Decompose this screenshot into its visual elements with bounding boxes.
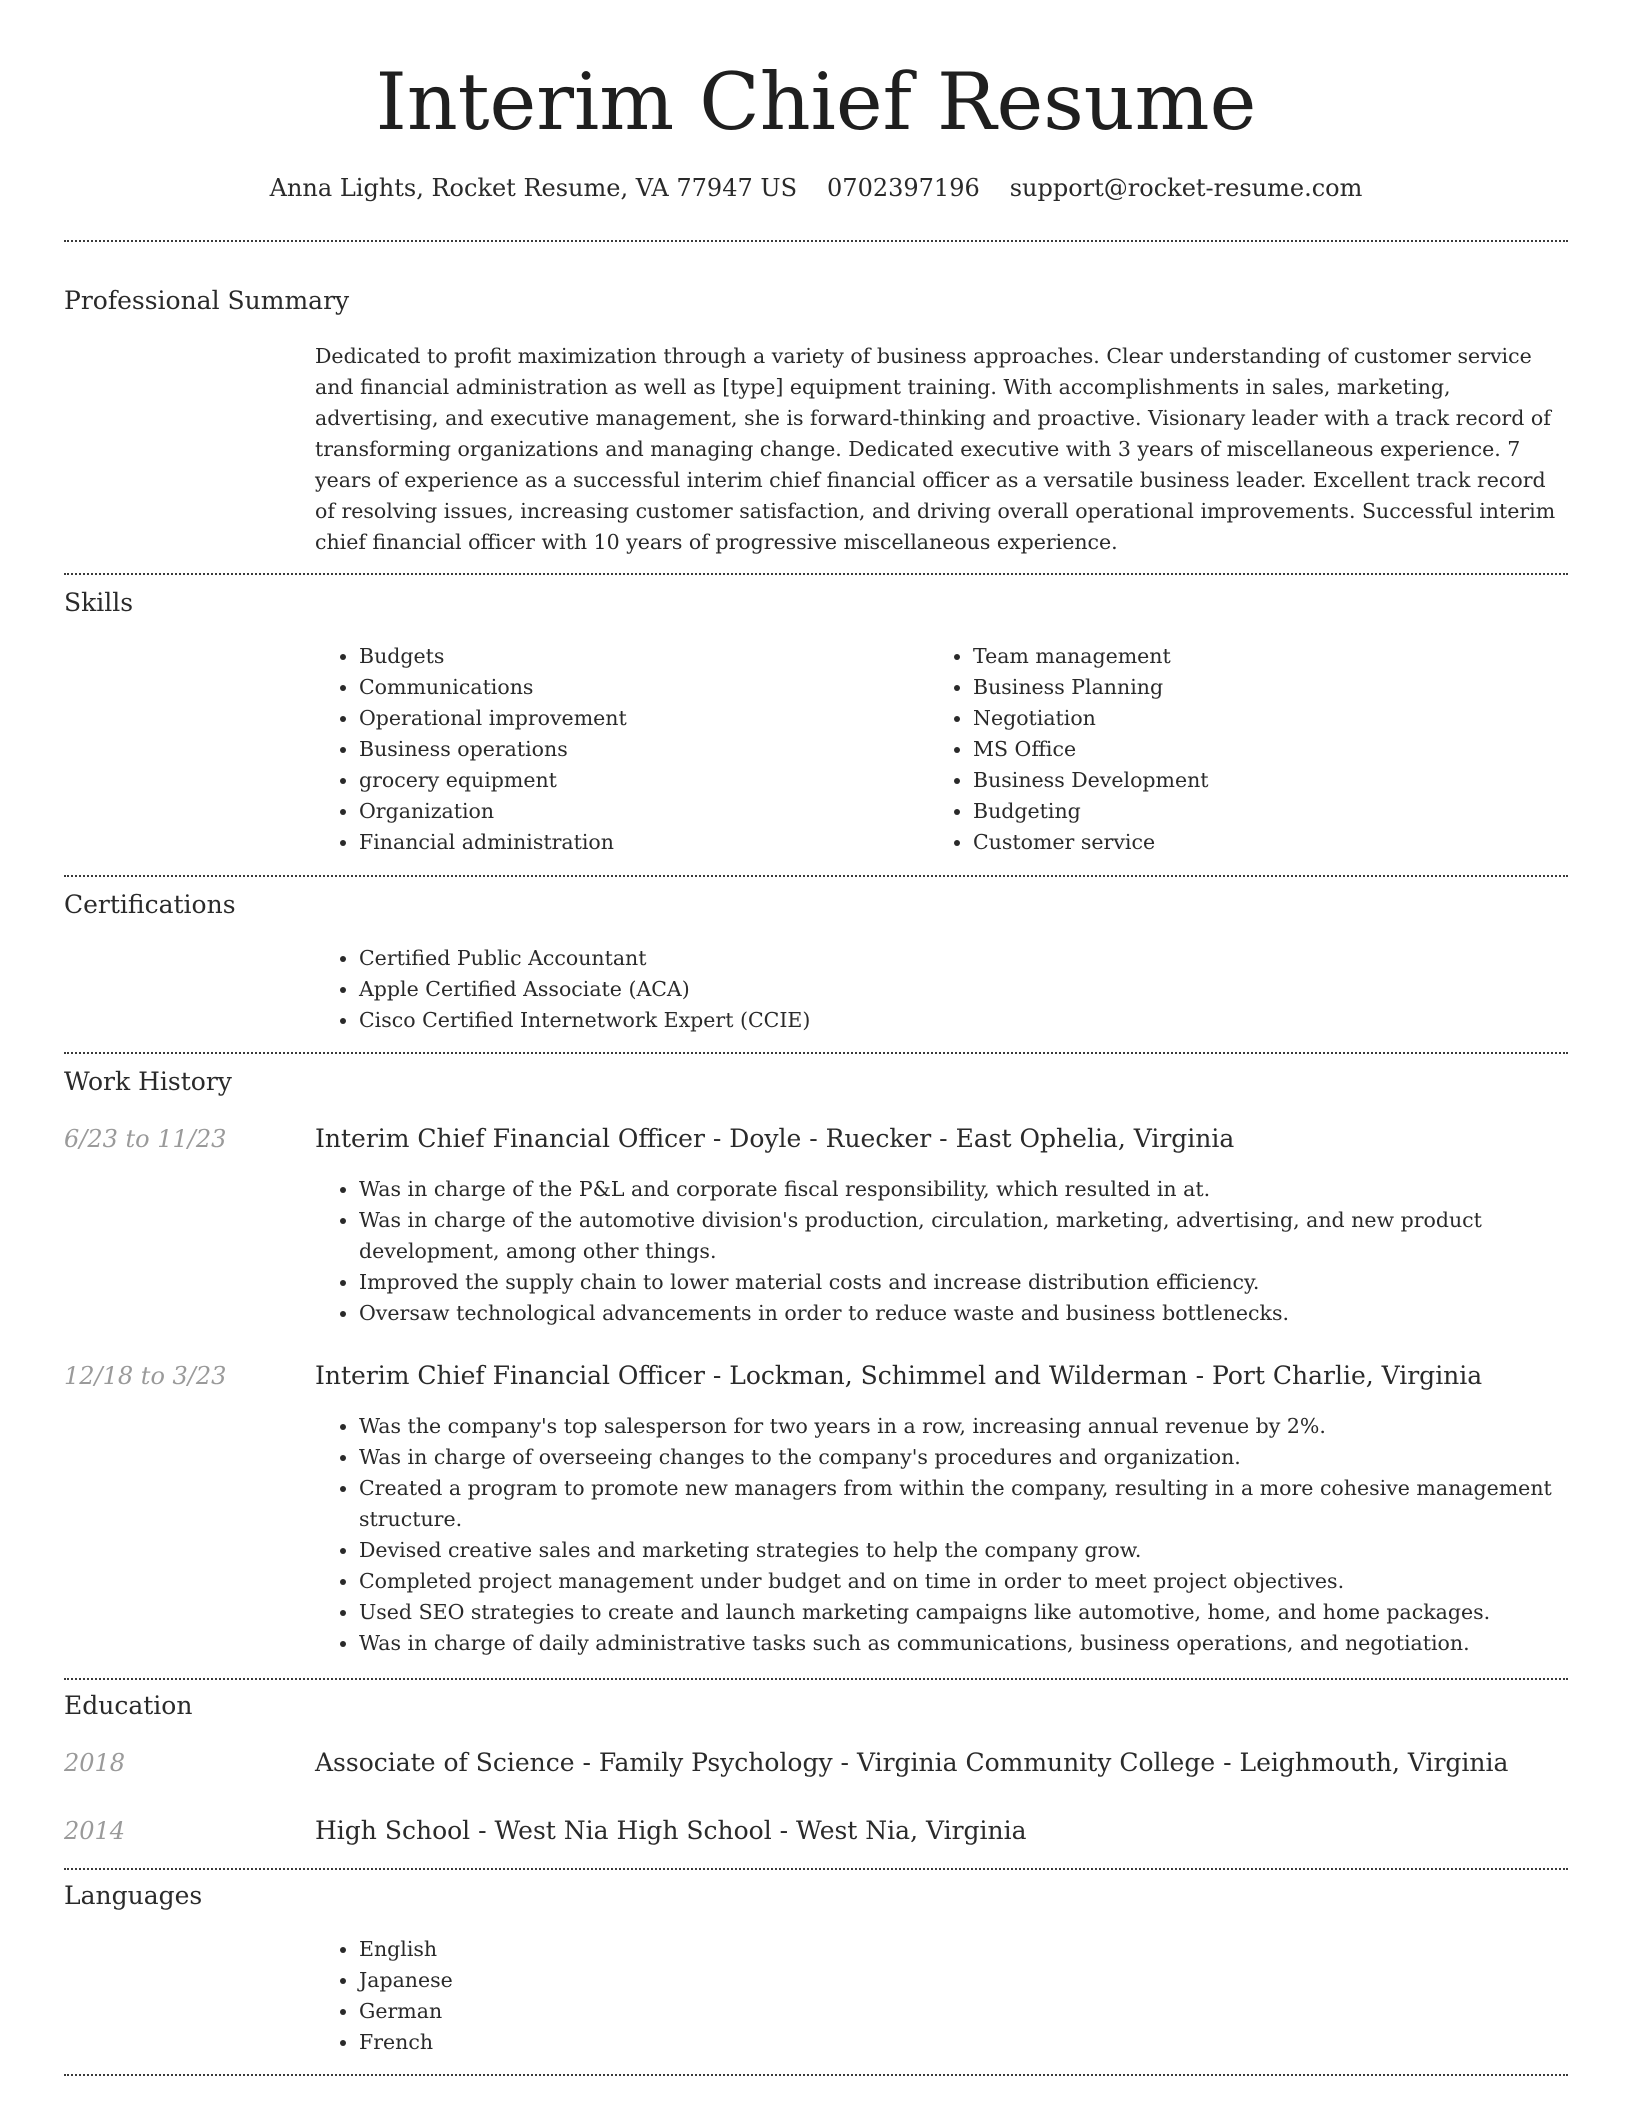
education-entry [315, 1813, 1565, 1849]
contact-phone: 0702397196 [827, 174, 980, 202]
skill-item: • MS Office [973, 734, 1529, 765]
language-item: • Japanese [359, 1965, 1565, 1996]
skill-item: • Customer service [973, 827, 1529, 858]
job-entry [315, 1121, 1565, 1157]
language-item: • German [359, 1996, 1565, 2027]
job-heading: Interim Chief Financial Officer - Lockman, Schimmel and Wilderman - Port Charlie, Virginia [315, 1361, 1483, 1390]
skill-item: • Budgets [359, 641, 915, 672]
skill-item: • Business operations [359, 734, 915, 765]
section-divider [64, 573, 1568, 575]
section-divider [64, 1678, 1568, 1680]
job-bullet: • Was in charge of the automotive division's production, circulation, marketing, advertising, and new product development, among other things. [359, 1205, 1565, 1267]
work-history-section-title: Work History [64, 1067, 232, 1096]
skill-item: • Operational improvement [359, 703, 915, 734]
skill-item: • Communications [359, 672, 915, 703]
section-divider [64, 2074, 1568, 2076]
skills-section-title: Skills [64, 588, 134, 617]
certification-item: • Certified Public Accountant [359, 943, 1565, 974]
skill-item: • Negotiation [973, 703, 1529, 734]
skill-item: • Business Planning [973, 672, 1529, 703]
certifications-list [315, 943, 1565, 1036]
summary-text: Dedicated to profit maximization through a variety of business approaches. Clear understanding of customer service and financial administration as well as [type] equipment training. With accomplishments in sales, marketing, advertising, and executive management, she is forward-thinking and proactive. Visionary leader with a track record of transforming organizations and managing change. Dedicated executive with 3 years of miscellaneous experience. 7 years of experience as a successful interim chief financial officer as a versatile business leader. Excellent track record of resolving issues, increasing customer satisfaction, and driving overall operational improvements. Successful interim chief financial officer with 10 years of progressive miscellaneous experience. [315, 344, 1556, 554]
section-divider [64, 240, 1568, 242]
contact-email[interactable]: support@rocket-resume.com [1009, 174, 1363, 202]
job-bullet: • Used SEO strategies to create and launch marketing campaigns like automotive, home, and home packages. [359, 1597, 1565, 1628]
job-bullet: • Devised creative sales and marketing strategies to help the company grow. [359, 1535, 1565, 1566]
skill-item: • grocery equipment [359, 765, 915, 796]
job-bullet: • Completed project management under budget and on time in order to meet project objectives. [359, 1566, 1565, 1597]
certification-item: • Cisco Certified Internetwork Expert (CCIE) [359, 1005, 1565, 1036]
summary-body [315, 341, 1565, 558]
education-entry [315, 1745, 1565, 1781]
languages-section-title: Languages [64, 1881, 203, 1910]
skill-item: • Team management [973, 641, 1529, 672]
education-heading: Associate of Science - Family Psychology - Virginia Community College - Leighmouth, Virginia [315, 1748, 1509, 1777]
certifications-section-title: Certifications [64, 890, 236, 919]
skill-item: • Budgeting [973, 796, 1529, 827]
certification-item: • Apple Certified Associate (ACA) [359, 974, 1565, 1005]
summary-section-title: Professional Summary [64, 286, 350, 315]
skill-item: • Financial administration [359, 827, 915, 858]
job-bullet: • Improved the supply chain to lower material costs and increase distribution efficiency. [359, 1267, 1565, 1298]
contact-address: Anna Lights, Rocket Resume, VA 77947 US [269, 174, 798, 202]
contact-line [64, 170, 1568, 206]
languages-list [315, 1934, 1565, 2058]
job-dates: 12/18 to 3/23 [64, 1362, 227, 1390]
education-section-title: Education [64, 1691, 193, 1720]
job-bullet: • Was in charge of the P&L and corporate fiscal responsibility, which resulted in at. [359, 1174, 1565, 1205]
job-entry [315, 1358, 1565, 1394]
skill-item: • Organization [359, 796, 915, 827]
job-bullets [315, 1411, 1565, 1659]
section-divider [64, 875, 1568, 877]
job-bullet: • Oversaw technological advancements in order to reduce waste and business bottlenecks. [359, 1298, 1565, 1329]
job-heading: Interim Chief Financial Officer - Doyle - Ruecker - East Ophelia, Virginia [315, 1124, 1235, 1153]
education-heading: High School - West Nia High School - West Nia, Virginia [315, 1816, 1027, 1845]
job-bullet: • Was the company's top salesperson for two years in a row, increasing annual revenue by 2%. [359, 1411, 1565, 1442]
section-divider [64, 1868, 1568, 1870]
section-divider [64, 1052, 1568, 1054]
resume-name-title: Interim Chief Resume [375, 56, 1257, 148]
skills-column-left [315, 641, 915, 858]
job-bullet: • Was in charge of overseeing changes to the company's procedures and organization. [359, 1442, 1565, 1473]
job-bullet: • Created a program to promote new managers from within the company, resulting in a more cohesive management structure. [359, 1473, 1565, 1535]
skill-item: • Business Development [973, 765, 1529, 796]
job-dates: 6/23 to 11/23 [64, 1125, 227, 1153]
job-bullets [315, 1174, 1565, 1329]
education-year: 2018 [64, 1749, 126, 1777]
skills-column-right [929, 641, 1529, 858]
education-year: 2014 [64, 1817, 126, 1845]
language-item: • French [359, 2027, 1565, 2058]
language-item: • English [359, 1934, 1565, 1965]
job-bullet: • Was in charge of daily administrative tasks such as communications, business operations, and negotiation. [359, 1628, 1565, 1659]
